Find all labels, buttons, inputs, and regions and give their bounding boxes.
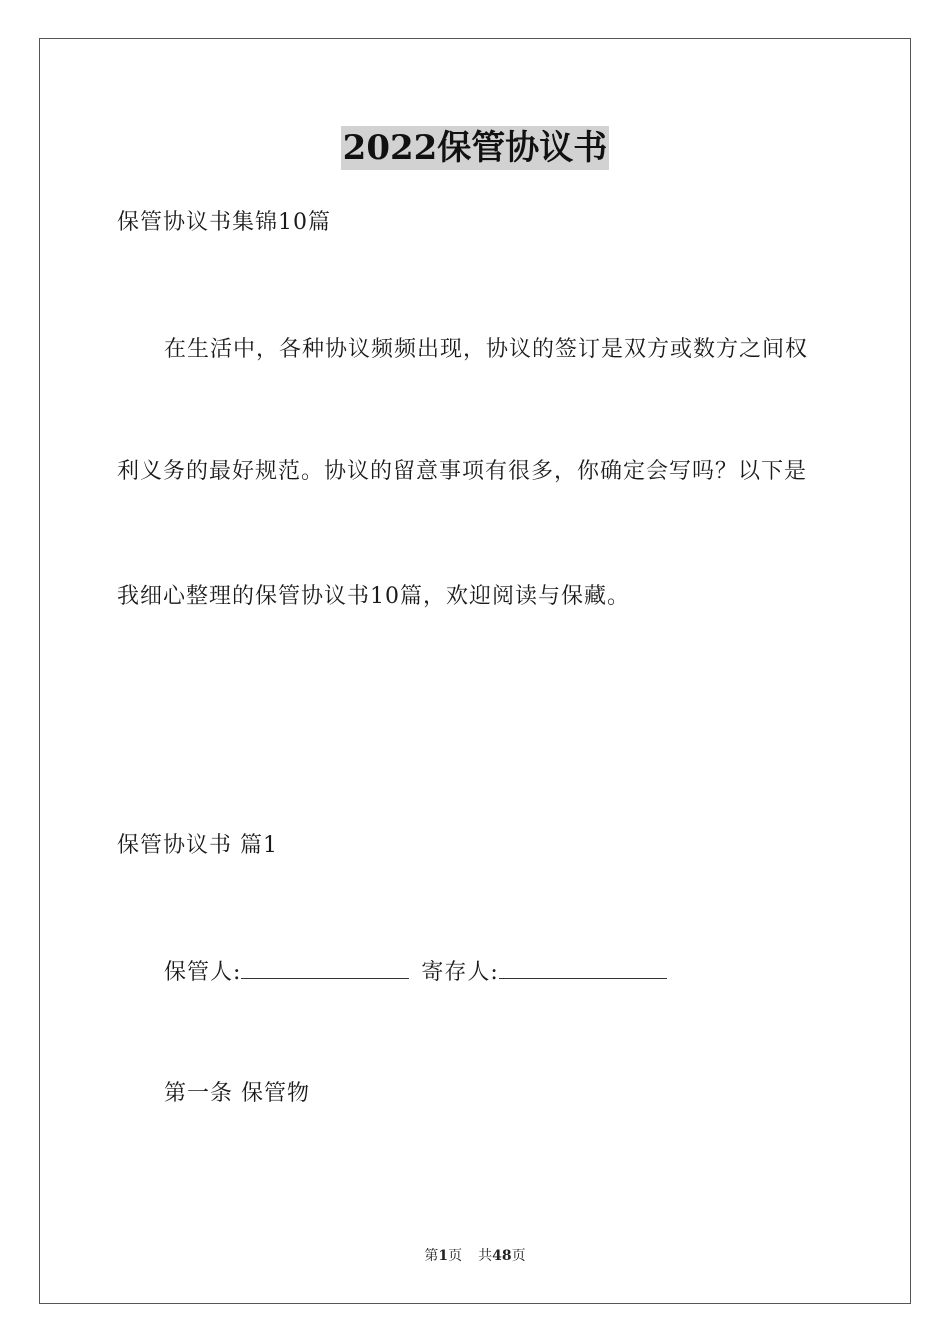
depositor-blank	[499, 956, 667, 979]
intro-line-1: 在生活中，各种协议频频出现，协议的签订是双方或数方之间权	[164, 337, 809, 362]
keeper-label: 保管人:	[164, 960, 242, 985]
footer-total-suffix: 页	[511, 1248, 526, 1264]
title-container	[0, 126, 950, 170]
page-footer	[0, 1246, 950, 1266]
intro-line-3: 我细心整理的保管协议书10篇，欢迎阅读与保藏。	[117, 584, 630, 609]
document-title: 2022保管协议书	[342, 128, 608, 168]
footer-page-suffix: 页	[448, 1248, 463, 1264]
section-heading: 保管协议书 篇1	[117, 833, 278, 858]
keeper-blank	[241, 956, 409, 979]
footer-page-number: 1	[438, 1248, 449, 1264]
intro-line-2: 利义务的最好规范。协议的留意事项有很多，你确定会写吗？以下是	[117, 459, 808, 484]
document-subtitle: 保管协议书集锦10篇	[117, 210, 331, 235]
depositor-label: 寄存人:	[421, 960, 499, 985]
article-1-heading: 第一条 保管物	[164, 1081, 310, 1106]
footer-total-pages: 48	[492, 1248, 512, 1264]
footer-page-prefix: 第	[424, 1248, 439, 1264]
parties-line	[164, 956, 679, 988]
footer-total-prefix: 共	[478, 1248, 493, 1264]
